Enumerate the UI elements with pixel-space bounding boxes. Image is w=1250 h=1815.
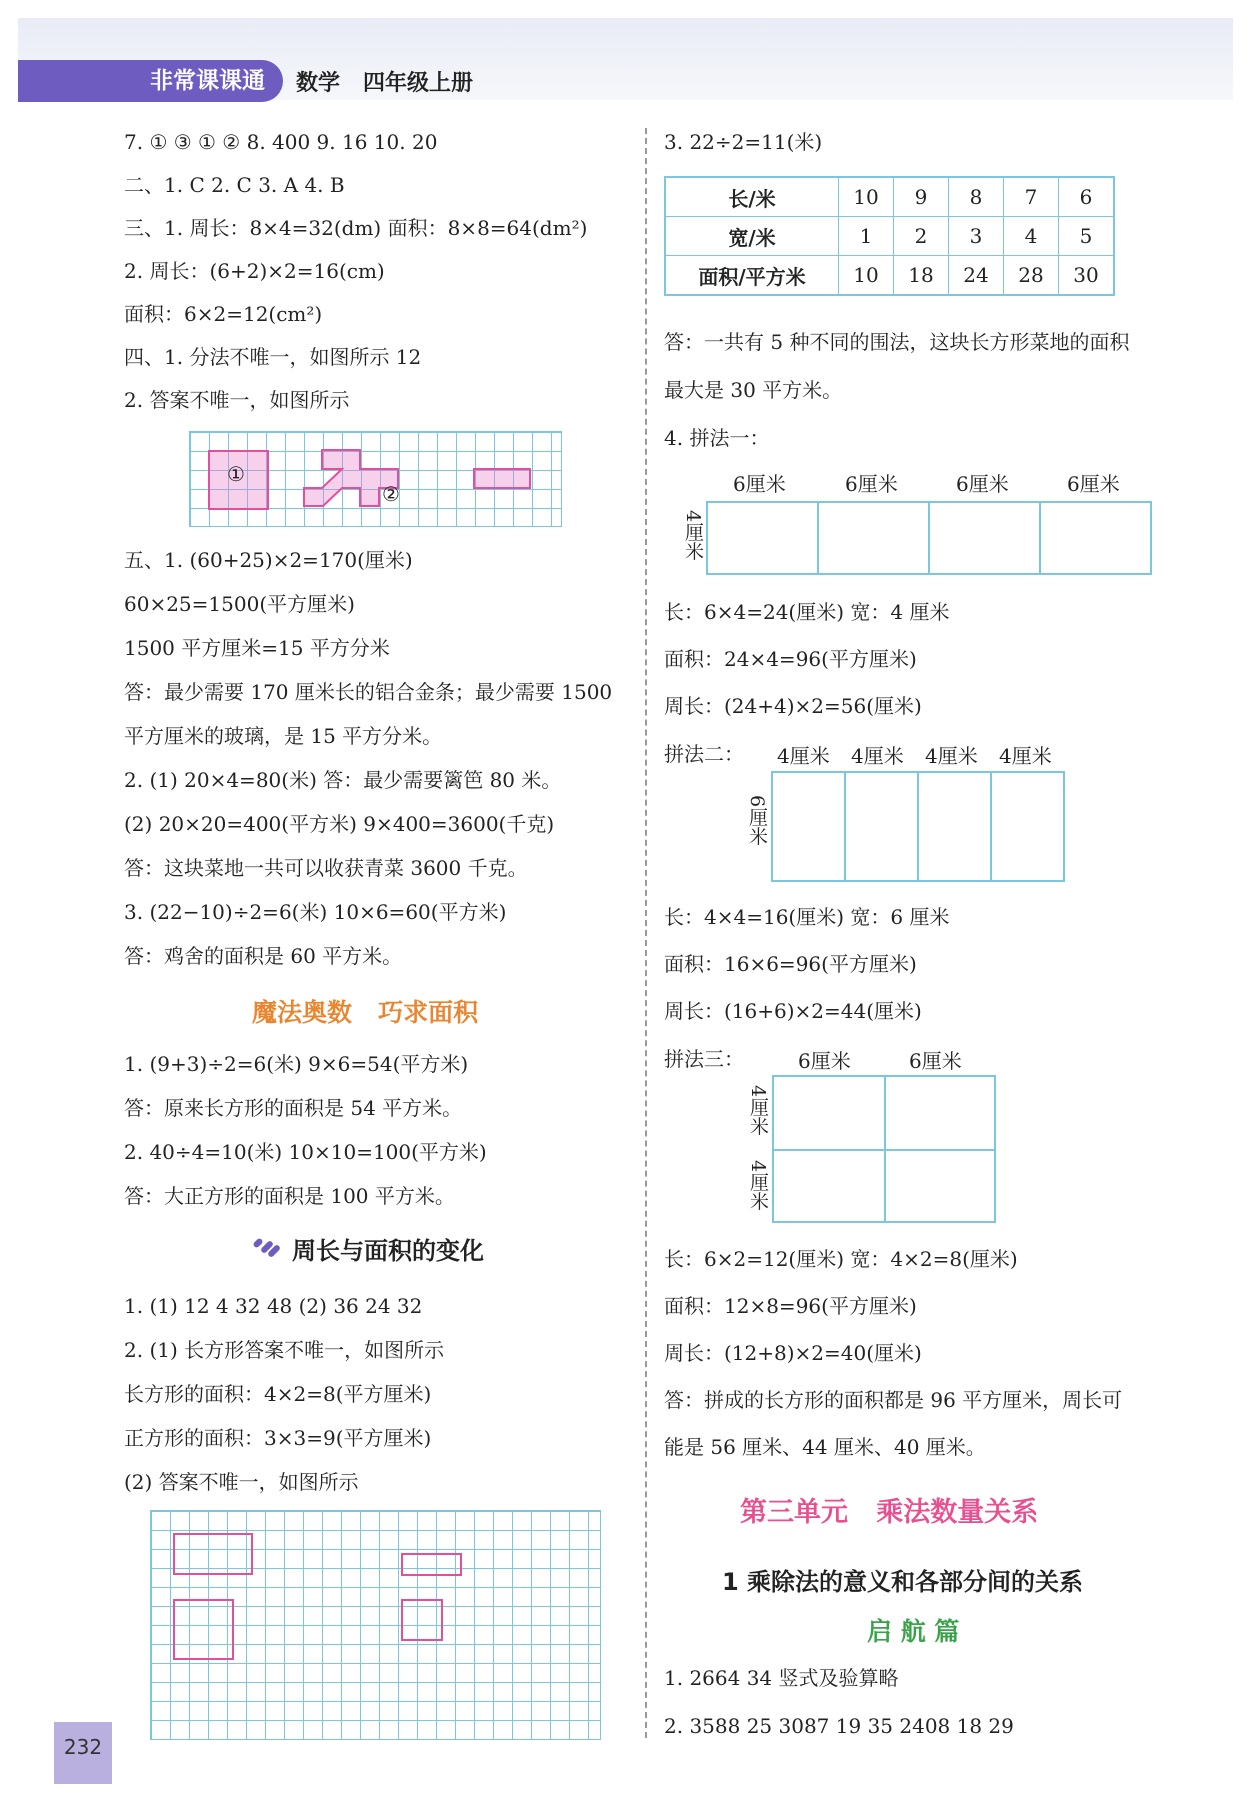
answer-line: 长：4×4=16(厘米) 宽：6 厘米: [664, 905, 950, 929]
dimension-label: 6厘米: [956, 472, 1009, 496]
answer-line: 二、1. C 2. C 3. A 4. B: [124, 173, 345, 197]
square-a: [173, 1599, 234, 1660]
answer-line: 长方形的面积：4×2=8(平方厘米): [124, 1382, 432, 1406]
answer-line: 2. 40÷4=10(米) 10×10=100(平方米): [124, 1140, 487, 1164]
answer-line: 面积：24×4=96(平方厘米): [664, 647, 917, 671]
table-row: [665, 177, 1114, 217]
answer-line: 最大是 30 平方米。: [664, 378, 843, 402]
answer-line: 长：6×2=12(厘米) 宽：4×2=8(厘米): [664, 1247, 1018, 1271]
tile: [884, 1149, 996, 1223]
answer-line: 1. (1) 12 4 32 48 (2) 36 24 32: [124, 1294, 423, 1318]
answer-line: 7. ① ③ ① ② 8. 400 9. 16 10. 20: [124, 130, 438, 154]
table-cell: 30: [1059, 256, 1115, 296]
dimension-label-vertical: 4厘米: [682, 510, 704, 561]
table-cell: 6: [1059, 177, 1115, 217]
table-cell: 28: [1004, 256, 1059, 296]
answer-line: 答：大正方形的面积是 100 平方米。: [124, 1184, 455, 1208]
answer-line: 面积：6×2=12(cm²): [124, 302, 323, 326]
answer-line: 2. 答案不唯一，如图所示: [124, 388, 350, 412]
subsection-title: 启 航 篇: [867, 1617, 960, 1646]
tile: [884, 1075, 996, 1151]
answer-line: 2. (1) 长方形答案不唯一，如图所示: [124, 1338, 445, 1362]
table-cell: 1: [839, 217, 894, 256]
tile: [817, 501, 930, 575]
answer-line: 2. 周长：(6+2)×2=16(cm): [124, 259, 385, 283]
table-row: [665, 256, 1114, 296]
table-header: 面积/平方米: [665, 256, 839, 296]
table-cell: 10: [839, 177, 894, 217]
shape-2: [190, 432, 561, 526]
dimension-label-vertical: 4厘米: [747, 1085, 769, 1136]
answer-line: 周长：(24+4)×2=56(厘米): [664, 694, 922, 718]
table-row: [665, 217, 1114, 256]
answer-line: 1. 2664 34 竖式及验算略: [664, 1666, 899, 1690]
tile: [706, 501, 819, 575]
table-cell: 5: [1059, 217, 1115, 256]
section-title-perimeter-area: 周长与面积的变化: [292, 1237, 484, 1265]
tile: [917, 771, 992, 882]
dimension-label: 4厘米: [925, 744, 978, 768]
table-cell: 3: [949, 217, 1004, 256]
tile: [772, 1075, 886, 1151]
dimension-label: 6厘米: [909, 1049, 962, 1073]
answer-line: (2) 答案不唯一，如图所示: [124, 1470, 359, 1494]
unit-title: 第三单元 乘法数量关系: [740, 1497, 1039, 1528]
table-cell: 7: [1004, 177, 1059, 217]
answer-line: 周长：(16+6)×2=44(厘米): [664, 999, 922, 1023]
answer-line: 平方厘米的玻璃，是 15 平方分米。: [124, 724, 443, 748]
answer-line: 答：拼成的长方形的面积都是 96 平方厘米，周长可: [664, 1388, 1123, 1412]
answer-line: 1. (9+3)÷2=6(米) 9×6=54(平方米): [124, 1052, 469, 1076]
answer-line: 答：一共有 5 种不同的围法，这块长方形菜地的面积: [664, 330, 1130, 354]
book-title: 数学 四年级上册: [296, 71, 473, 96]
grid-figure-1: [189, 431, 562, 527]
answer-line: 答：最少需要 170 厘米长的铝合金条；最少需要 1500: [124, 680, 613, 704]
answer-line: 面积：16×6=96(平方厘米): [664, 952, 917, 976]
answer-line: 3. (22−10)÷2=6(米) 10×6=60(平方米): [124, 900, 507, 924]
table-cell: 24: [949, 256, 1004, 296]
table-cell: 8: [949, 177, 1004, 217]
dimension-label: 4厘米: [999, 744, 1052, 768]
dimension-label: 6厘米: [1067, 472, 1120, 496]
section-logo-icon: [251, 1232, 285, 1262]
answer-line: 能是 56 厘米、44 厘米、40 厘米。: [664, 1435, 986, 1459]
dimension-label-vertical: 4厘米: [747, 1160, 769, 1211]
answer-line: 面积：12×8=96(平方厘米): [664, 1294, 917, 1318]
tile: [990, 771, 1065, 882]
answer-line: 三、1. 周长：8×4=32(dm) 面积：8×8=64(dm²): [124, 216, 588, 240]
grid-figure-2: [150, 1510, 601, 1740]
tile: [772, 1149, 886, 1223]
answer-line: 3. 22÷2=11(米): [664, 130, 823, 154]
answer-line: 正方形的面积：3×3=9(平方厘米): [124, 1426, 432, 1450]
dimension-label: 6厘米: [798, 1049, 851, 1073]
dimension-label: 6厘米: [733, 472, 786, 496]
column-divider: [645, 128, 647, 1738]
answer-line: 拼法三：: [664, 1047, 744, 1071]
shape-1-label: ①: [227, 462, 245, 486]
page-number: 232: [54, 1722, 112, 1784]
answer-line: 4. 拼法一：: [664, 426, 770, 450]
lesson-title: 1 乘除法的意义和各部分间的关系: [722, 1568, 1084, 1596]
table-cell: 4: [1004, 217, 1059, 256]
dimension-label: 4厘米: [851, 744, 904, 768]
dimension-table: [664, 176, 1115, 296]
answer-line: 答：这块菜地一共可以收获青菜 3600 千克。: [124, 856, 528, 880]
answer-line: 四、1. 分法不唯一，如图所示 12: [124, 345, 422, 369]
tile: [771, 771, 846, 882]
answer-line: 拼法二：: [664, 742, 744, 766]
table-cell: 9: [894, 177, 949, 217]
answer-line: 2. 3588 25 3087 19 35 2408 18 29: [664, 1714, 1014, 1738]
answer-line: 长：6×4=24(厘米) 宽：4 厘米: [664, 600, 950, 624]
table-cell: 18: [894, 256, 949, 296]
rect-b: [401, 1553, 462, 1576]
dimension-label-vertical: 6厘米: [746, 795, 768, 846]
shape-2-label: ②: [382, 482, 400, 506]
answer-line: 周长：(12+8)×2=40(厘米): [664, 1341, 922, 1365]
table-header: 宽/米: [665, 217, 839, 256]
dimension-label: 4厘米: [777, 744, 830, 768]
answer-line: 1500 平方厘米=15 平方分米: [124, 636, 390, 660]
answer-line: 五、1. (60+25)×2=170(厘米): [124, 548, 413, 572]
tile: [928, 501, 1041, 575]
answer-line: 2. (1) 20×4=80(米) 答：最少需要篱笆 80 米。: [124, 768, 562, 792]
tile: [844, 771, 919, 882]
square-b: [401, 1599, 443, 1641]
dimension-label: 6厘米: [845, 472, 898, 496]
answer-line: (2) 20×20=400(平方米) 9×400=3600(千克): [124, 812, 555, 836]
answer-line: 60×25=1500(平方厘米): [124, 592, 355, 616]
tile: [1039, 501, 1152, 575]
rect-a: [173, 1533, 253, 1575]
table-cell: 10: [839, 256, 894, 296]
answer-line: 答：鸡舍的面积是 60 平方米。: [124, 944, 403, 968]
table-header: 长/米: [665, 177, 839, 217]
table-cell: 2: [894, 217, 949, 256]
section-title-magic: 魔法奥数 巧求面积: [252, 998, 479, 1027]
answer-line: 答：原来长方形的面积是 54 平方米。: [124, 1096, 463, 1120]
brand-badge: 非常课课通: [18, 60, 283, 102]
